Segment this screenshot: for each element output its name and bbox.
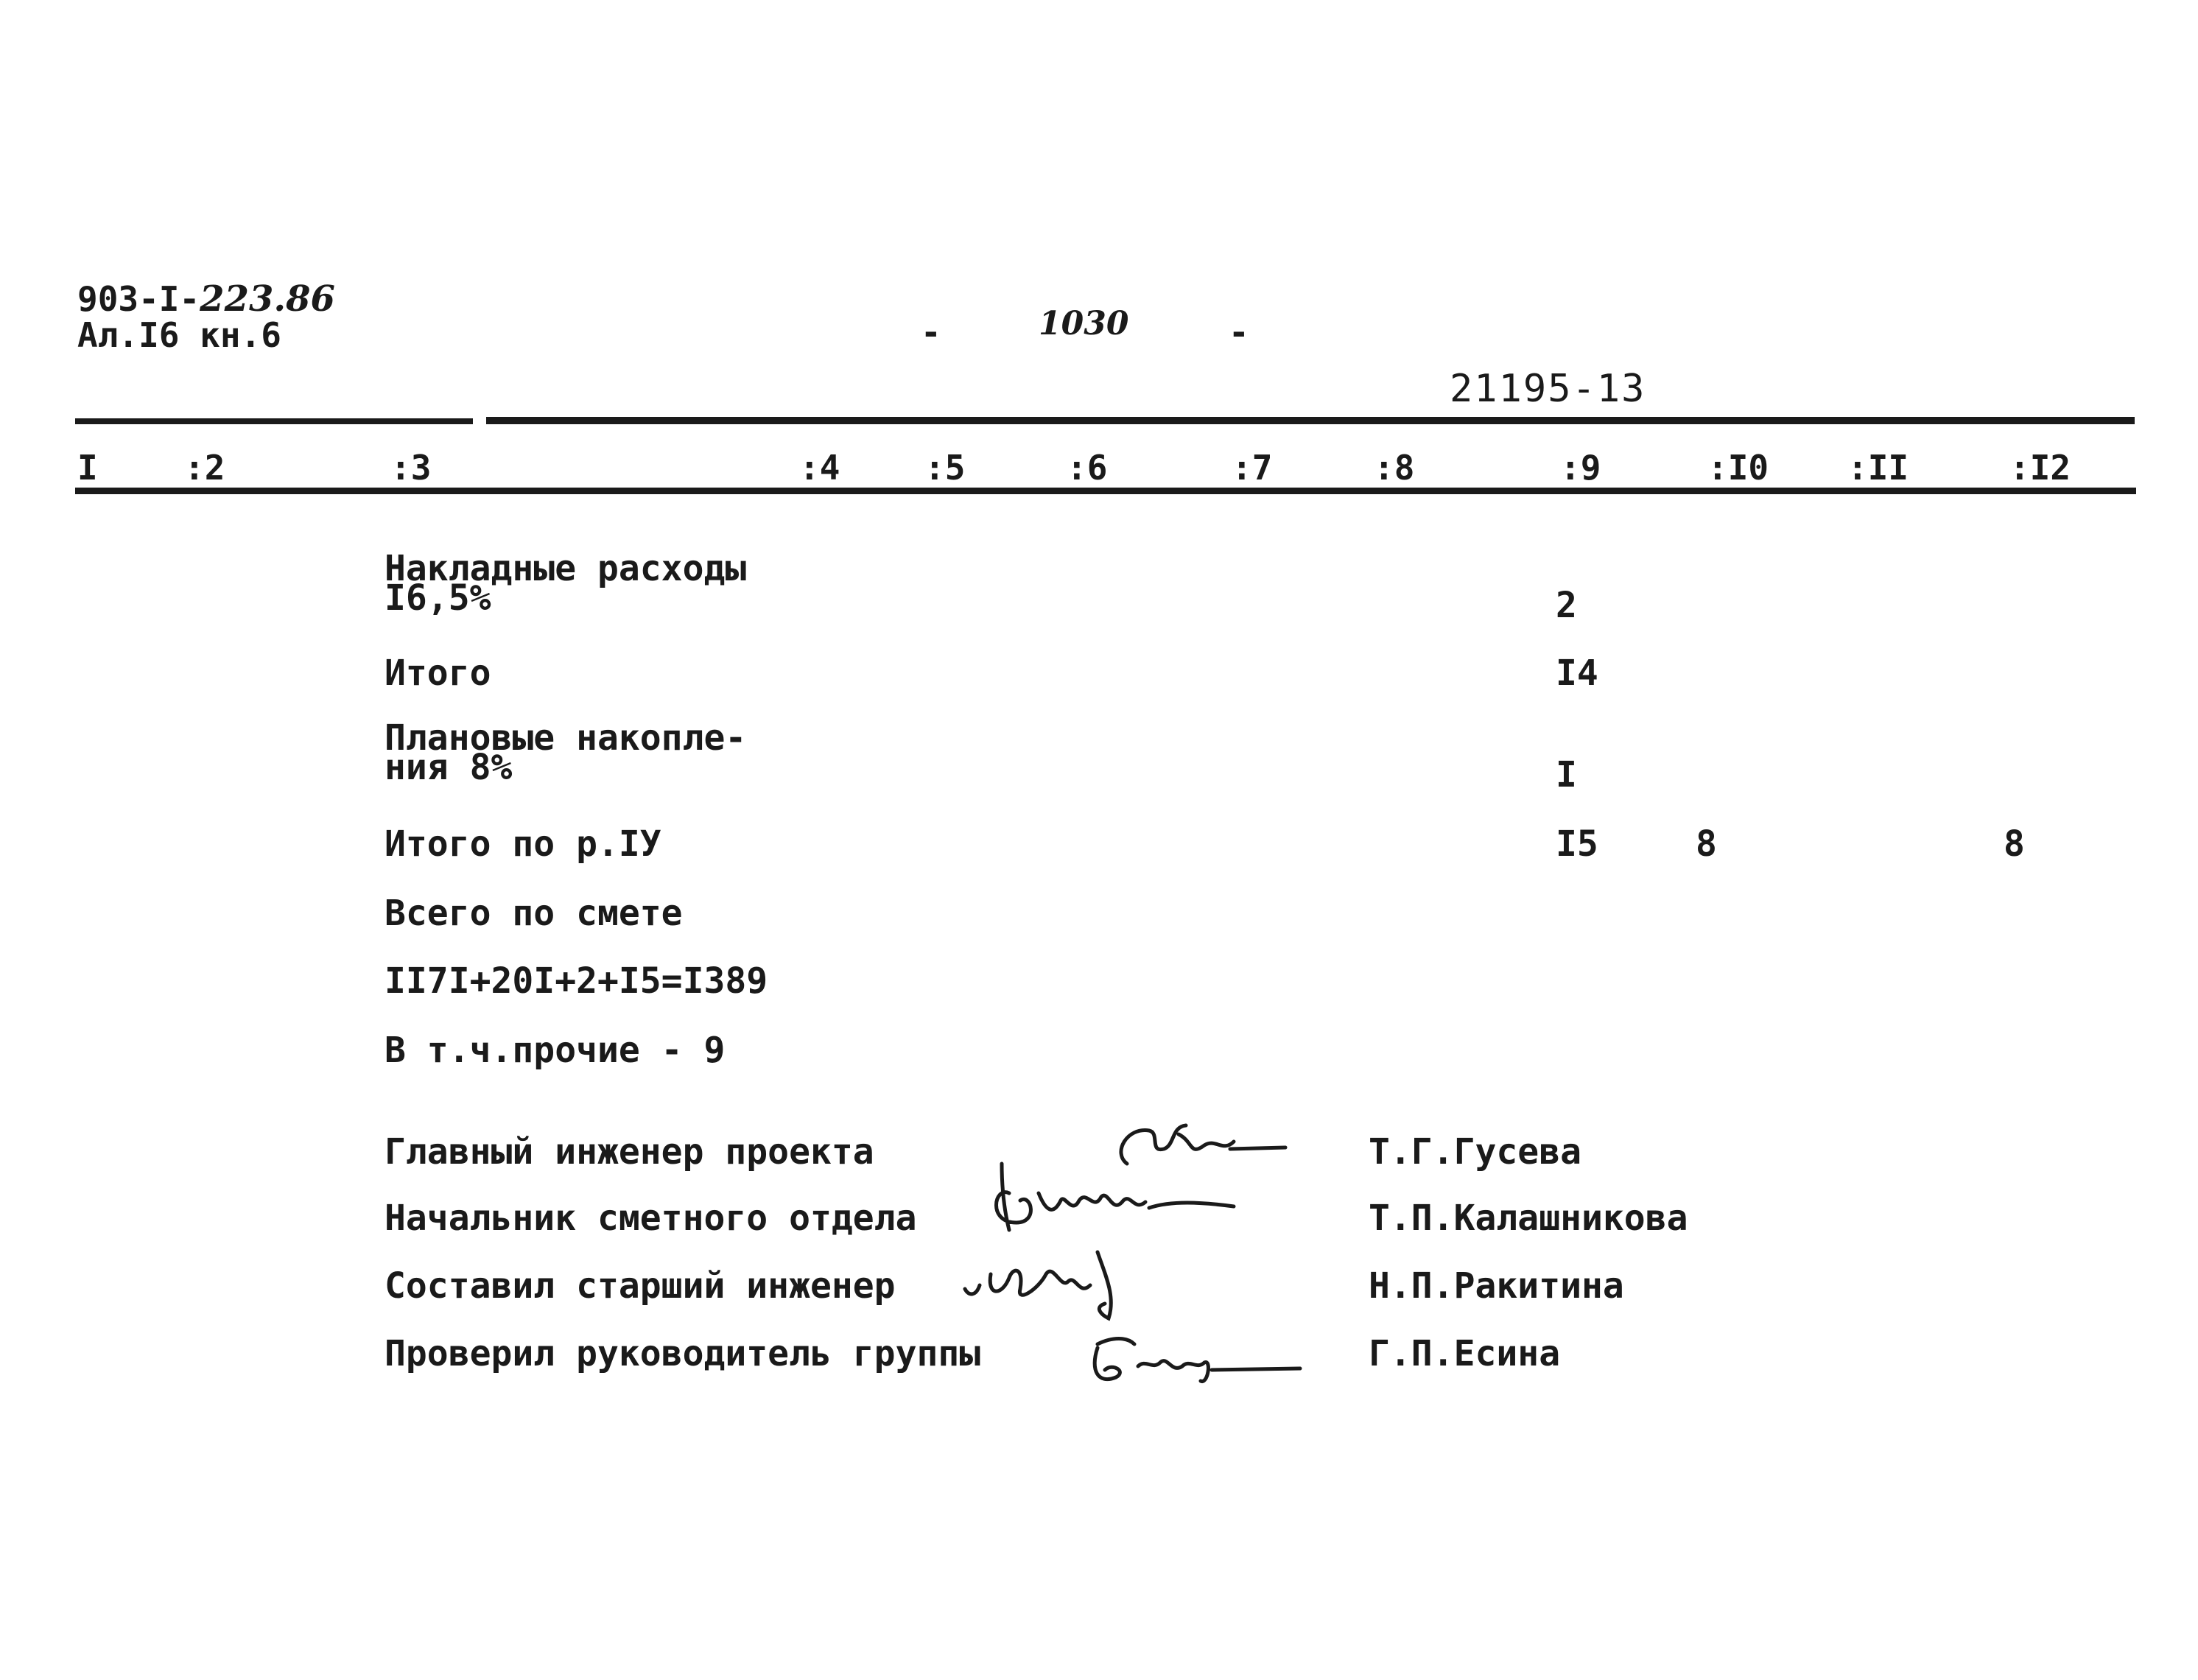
signature-role-head-estimates: Начальник сметного отдела bbox=[385, 1198, 917, 1239]
page-dash-left: - bbox=[921, 312, 941, 352]
row-section-total-col10: 8 bbox=[1696, 823, 1717, 865]
column-header-4: :4 bbox=[799, 448, 840, 488]
row-overhead-col9: 2 bbox=[1556, 585, 1577, 626]
column-header-10: :I0 bbox=[1707, 448, 1769, 488]
row-section-total-col9: I5 bbox=[1556, 823, 1598, 865]
page-dash-right: - bbox=[1229, 312, 1249, 352]
sheet-id: 21195-13 bbox=[1450, 367, 1646, 411]
page-number: 1030 bbox=[1039, 305, 1129, 342]
signature-mark-2 bbox=[980, 1149, 1245, 1245]
signature-role-compiled-by: Составил старший инженер bbox=[385, 1265, 896, 1307]
album-book: Ал.I6 кн.6 bbox=[77, 315, 281, 355]
header-rule bbox=[75, 488, 2136, 494]
row-formula-label: II7I+20I+2+I5=I389 bbox=[385, 960, 768, 1002]
signature-role-chief-engineer: Главный инженер проекта bbox=[385, 1131, 874, 1173]
row-total-label: Итого bbox=[385, 653, 491, 694]
signature-role-checked-by: Проверил руководитель группы bbox=[385, 1333, 981, 1374]
row-planned-label: Плановые накопле- ния 8% bbox=[385, 717, 747, 788]
column-header-5: :5 bbox=[924, 448, 966, 488]
column-header-9: :9 bbox=[1560, 448, 1601, 488]
top-rule-right bbox=[486, 417, 2135, 424]
signature-name-checked-by: Г.П.Есина bbox=[1369, 1333, 1561, 1374]
signature-name-chief-engineer: Т.Г.Гусева bbox=[1369, 1131, 1581, 1173]
document-code-handwritten: 223.86 bbox=[200, 278, 335, 320]
row-section-total-col12: 8 bbox=[2004, 823, 2025, 865]
document-code bbox=[77, 278, 335, 320]
column-header-11: :II bbox=[1847, 448, 1909, 488]
column-header-6: :6 bbox=[1067, 448, 1108, 488]
column-header-1: I bbox=[77, 448, 98, 488]
document-code-printed: 903-I- bbox=[77, 279, 200, 319]
row-other-label: В т.ч.прочие - 9 bbox=[385, 1030, 726, 1071]
column-header-7: :7 bbox=[1232, 448, 1273, 488]
column-header-2: :2 bbox=[184, 448, 225, 488]
top-rule-left bbox=[75, 418, 473, 424]
column-header-3: :3 bbox=[390, 448, 432, 488]
row-section-total-label: Итого по р.IУ bbox=[385, 823, 661, 865]
column-header-12: :I2 bbox=[2009, 448, 2071, 488]
row-overhead-label: Накладные расходы I6,5% bbox=[385, 548, 747, 619]
row-estimate-total-label: Всего по смете bbox=[385, 893, 683, 934]
signature-name-compiled-by: Н.П.Ракитина bbox=[1369, 1265, 1624, 1307]
signature-name-head-estimates: Т.П.Калашникова bbox=[1369, 1198, 1688, 1239]
signature-mark-3 bbox=[958, 1245, 1193, 1326]
row-total-col9: I4 bbox=[1556, 653, 1598, 694]
column-header-8: :8 bbox=[1374, 448, 1415, 488]
row-planned-col9: I bbox=[1556, 754, 1577, 795]
signature-mark-4 bbox=[1083, 1326, 1304, 1392]
